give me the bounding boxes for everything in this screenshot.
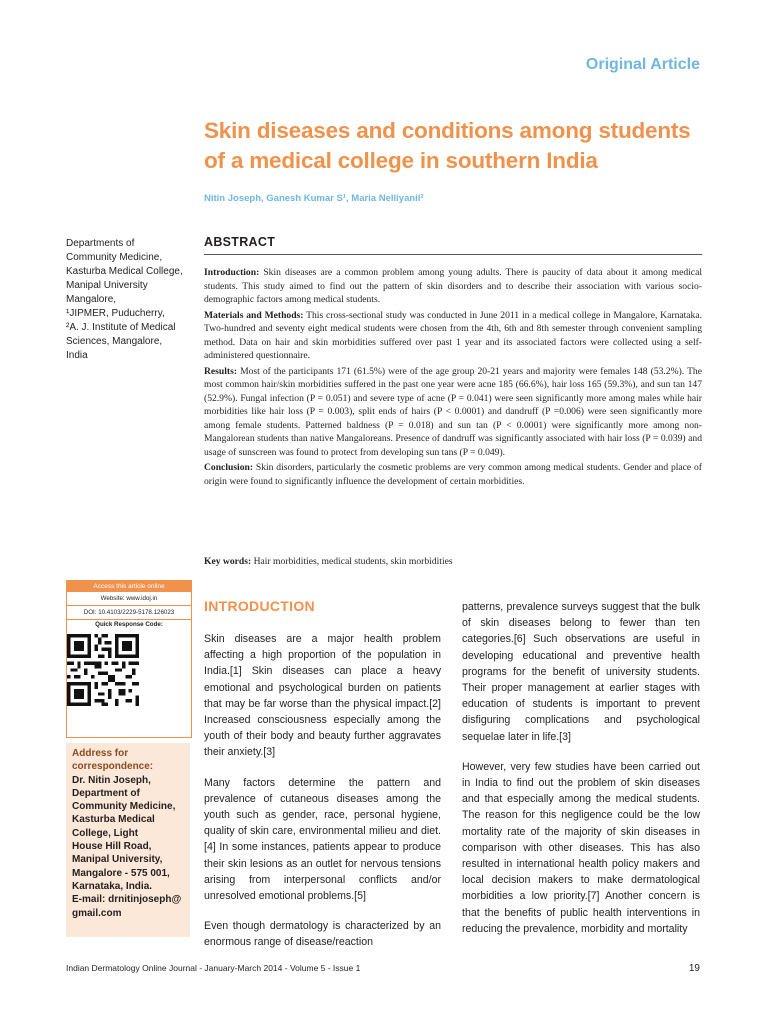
affiliation-line: ¹JIPMER, Puducherry, (66, 308, 165, 319)
abstract-results-label: Results: (204, 365, 238, 377)
affiliation-line: Manipal University (66, 280, 148, 291)
address-line: Community Medicine, (72, 801, 176, 813)
affiliation-line: Community Medicine, (66, 252, 163, 263)
doi-link[interactable]: DOI: 10.4103/2229-5178.126023 (67, 606, 191, 620)
abstract-divider (204, 254, 702, 255)
abstract-methods (204, 309, 702, 363)
address-line: Department of (72, 787, 140, 799)
correspondence-body (72, 774, 184, 920)
author-list: Nitin Joseph, Ganesh Kumar S¹, Maria Nelliyanil² (204, 193, 424, 204)
journal-citation: Indian Dermatology Online Journal - January-March 2014 - Volume 5 - Issue 1 (66, 963, 361, 973)
introduction-heading: INTRODUCTION (204, 598, 315, 614)
email-line[interactable]: E-mail: drnitinjoseph@ (72, 894, 182, 906)
affiliation-line: India (66, 350, 88, 361)
intro-paragraph: patterns, prevalence surveys suggest that the bulk of skin diseases belong to fewer than ten categories.[6] Such observations are useful in developing educational and preventive health programs for the benefit of university students. Their proper management at earlier stages with education of students is important to prevent disfiguring complications and psychological sequelae later in life.[3] (462, 601, 700, 743)
keywords-label: Key words: (204, 556, 252, 567)
address-line: Manipal University, (72, 854, 163, 866)
address-line: House Hill Road, (72, 841, 152, 853)
abstract-introduction (204, 266, 702, 307)
address-line: College, Light (72, 827, 139, 839)
keywords-text: Hair morbidities, medical students, skin morbidities (251, 556, 453, 567)
page-footer (66, 963, 700, 973)
affiliation-line: Mangalore, (66, 294, 117, 305)
abstract-intro-label: Introduction: (204, 267, 260, 278)
article-title: Skin diseases and conditions among students of a medical college in southern India (204, 118, 691, 173)
abstract-conclusion-label: Conclusion: (204, 462, 254, 473)
article-type-label: Original Article (585, 56, 700, 73)
abstract-body (204, 266, 702, 490)
intro-paragraph: Skin diseases are a major health problem affecting a high proportion of the population in India.[1] Skin diseases can place a heavy emotional and psychological burden on patients that may be far worse than the physical impact.[2] Increased consciousness especially among the youth of their body and beauty further aggravates their anxiety.[3] (204, 633, 441, 759)
correspondence-heading: Address for correspondence: (72, 748, 154, 773)
abstract-intro-text: Skin diseases are a common problem among young adults. There is paucity of data about it among medical students. This study aimed to find out the pattern of skin disorders and to describe their association with various socio-demographic factors among medical students. (204, 267, 702, 305)
qr-label: Quick Response Code: (95, 621, 163, 628)
address-line: Mangalore - 575 001, (72, 867, 170, 879)
address-line: Karnataka, India. (72, 880, 153, 892)
website-link[interactable]: Website: www.idoj.in (67, 592, 191, 606)
body-column-left (204, 631, 441, 951)
access-article-box (66, 580, 192, 738)
affiliation-line: Sciences, Mangalore, (66, 336, 163, 347)
abstract-conclusion (204, 461, 702, 488)
abstract-methods-label: Materials and Methods: (204, 309, 304, 321)
keywords-line (204, 556, 453, 567)
affiliation-line: ²A. J. Institute of Medical (66, 322, 176, 333)
abstract-methods-text: This cross-sectional study was conducted in June 2011 in a medical college in Mangalore, Karnataka. Two-hundred and seventy eight medical students were chosen from the 4th, 6th and 8th semester through convenient sampling method. Data on hair and skin morbidities suffered over past 1 year and its associated factors were collected using a self-administered questionnaire. (204, 309, 702, 361)
access-banner: Access this article online (67, 581, 191, 592)
email-line[interactable]: gmail.com (72, 907, 122, 919)
page-number: 19 (688, 963, 700, 974)
abstract-results (204, 365, 702, 460)
abstract-results-text: Most of the participants 171 (61.5%) were of the age group 20-21 years and majority were females 148 (53.2%). The most common hair/skin morbidities suffered in the past one year were acne 185 (66.6%), hair loss 165 (59.3%), and sun tan 147 (52.9%). Fungal infection (P = 0.051) and severe type of acne (P = 0.041) were seen significantly more among males while hair morbidities like hair loss (P = 0.003), split ends of hairs (P < 0.0001) and dandruff (P =0.006) were seen significantly more among female students. Patterned baldness (P = 0.018) and sun tan (P < 0.0001) were significantly more among non-Mangalorean students than native Mangaloreans. Presence of dandruff was significantly associated with hair loss (P = 0.039) and usage of sunscreen was found to protect from developing sun tans (P = 0.049). (204, 365, 702, 458)
address-line: Kasturba Medical (72, 814, 155, 826)
intro-paragraph: Even though dermatology is characterized by an enormous range of disease/reaction (204, 920, 441, 949)
qr-code-icon[interactable] (67, 634, 139, 706)
affiliation-block (66, 237, 192, 363)
intro-paragraph: Many factors determine the pattern and prevalence of cutaneous diseases among the youth such as gender, race, personal hygiene, quality of skin care, environmental milieu and diet.[4] In some instances, patients appear to produce their skin lesions as an outlet for nervous tensions arising from interpersonal conflicts and/or unresolved emotional problems.[5] (204, 776, 441, 903)
body-column-right (462, 599, 700, 937)
affiliation-line: Kasturba Medical College, (66, 266, 183, 277)
affiliation-line: Departments of (66, 238, 135, 249)
abstract-heading: ABSTRACT (204, 235, 276, 249)
abstract-conclusion-text: Skin disorders, particularly the cosmetic problems are very common among medical students. Gender and place of origin were found to significantly influence the development of certain morbidities. (204, 462, 702, 487)
address-line: Dr. Nitin Joseph, (72, 774, 151, 786)
correspondence-box (66, 743, 190, 937)
intro-paragraph: However, very few studies have been carried out in India to find out the problem of skin diseases and that especially among the medical students. The reason for this negligence could be the low mortality rate of the majority of skin diseases in comparison with other diseases. This has also resulted in international health policy makers and local decision makers to make dermatological morbidities a low priority.[7] Another concern is that the benefits of public health interventions in reducing the prevalence, morbidity and mortality (462, 760, 700, 935)
